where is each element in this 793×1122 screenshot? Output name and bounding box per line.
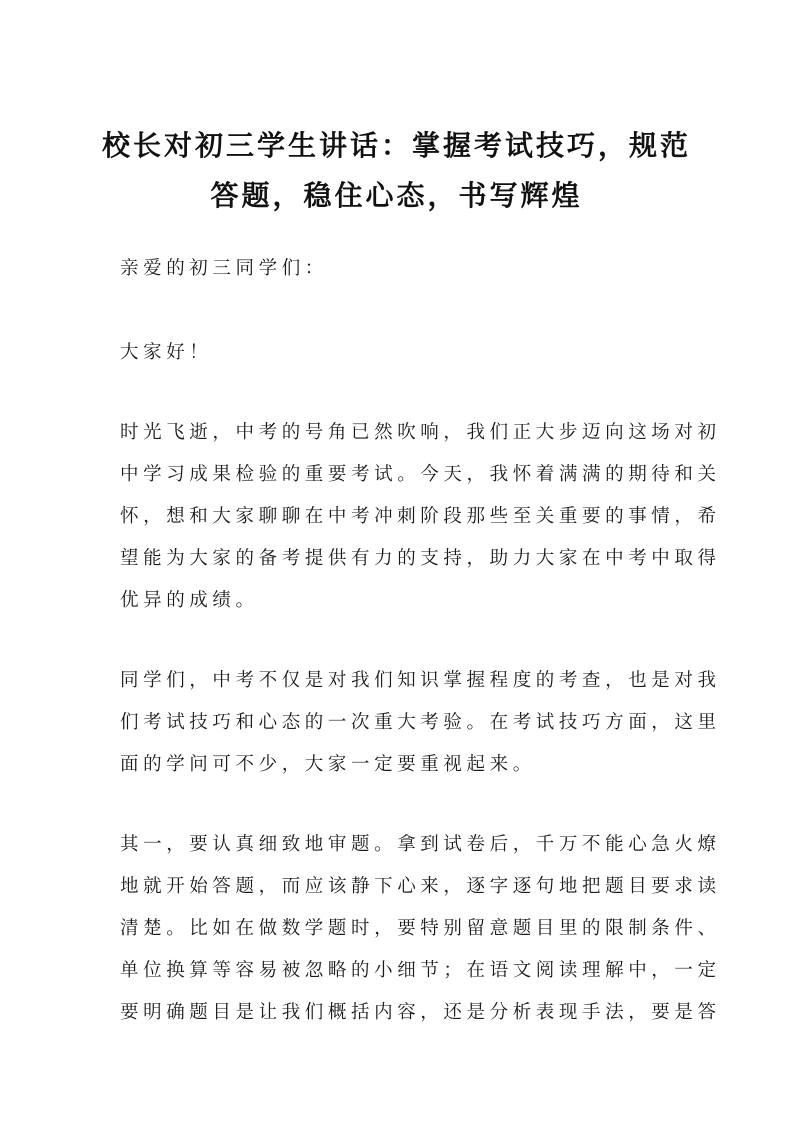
document-title-line-1: 校长对初三学生讲话：掌握考试技巧，规范 <box>101 129 691 162</box>
paragraph-line: 同学们，中考不仅是对我们知识掌握程度的考查，也是对我 <box>120 670 721 691</box>
paragraph-line: 其一，要认真细致地审题。拿到试卷后，千万不能心急火燎 <box>120 834 721 855</box>
paragraph-line: 怀，想和大家聊聊在中考冲刺阶段那些至关重要的事情，希 <box>120 506 721 527</box>
greeting: 大家好！ <box>120 342 213 363</box>
paragraph-line: 们考试技巧和心态的一次重大考验。在考试技巧方面，这里 <box>120 712 721 733</box>
paragraph-line: 望能为大家的备考提供有力的支持，助力大家在中考中取得 <box>120 548 721 569</box>
salutation: 亲爱的初三同学们： <box>120 258 328 279</box>
paragraph-line: 优异的成绩。 <box>120 590 259 611</box>
paragraph-line: 要明确题目是让我们概括内容，还是分析表现手法，要是答 <box>120 1002 721 1023</box>
document-title-line-2: 答题，稳住心态，书写辉煌 <box>210 179 583 212</box>
paragraph-line: 时光飞逝，中考的号角已然吹响，我们正大步迈向这场对初 <box>120 422 721 443</box>
paragraph-line: 中学习成果检验的重要考试。今天，我怀着满满的期待和关 <box>120 464 721 485</box>
paragraph-line: 地就开始答题，而应该静下心来，逐字逐句地把题目要求读 <box>120 876 721 897</box>
paragraph-line: 单位换算等容易被忽略的小细节；在语文阅读理解中，一定 <box>120 960 721 981</box>
paragraph-line: 面的学问可不少，大家一定要重视起来。 <box>120 754 536 775</box>
paragraph-line: 清楚。比如在做数学题时，要特别留意题目里的限制条件、 <box>120 918 721 939</box>
